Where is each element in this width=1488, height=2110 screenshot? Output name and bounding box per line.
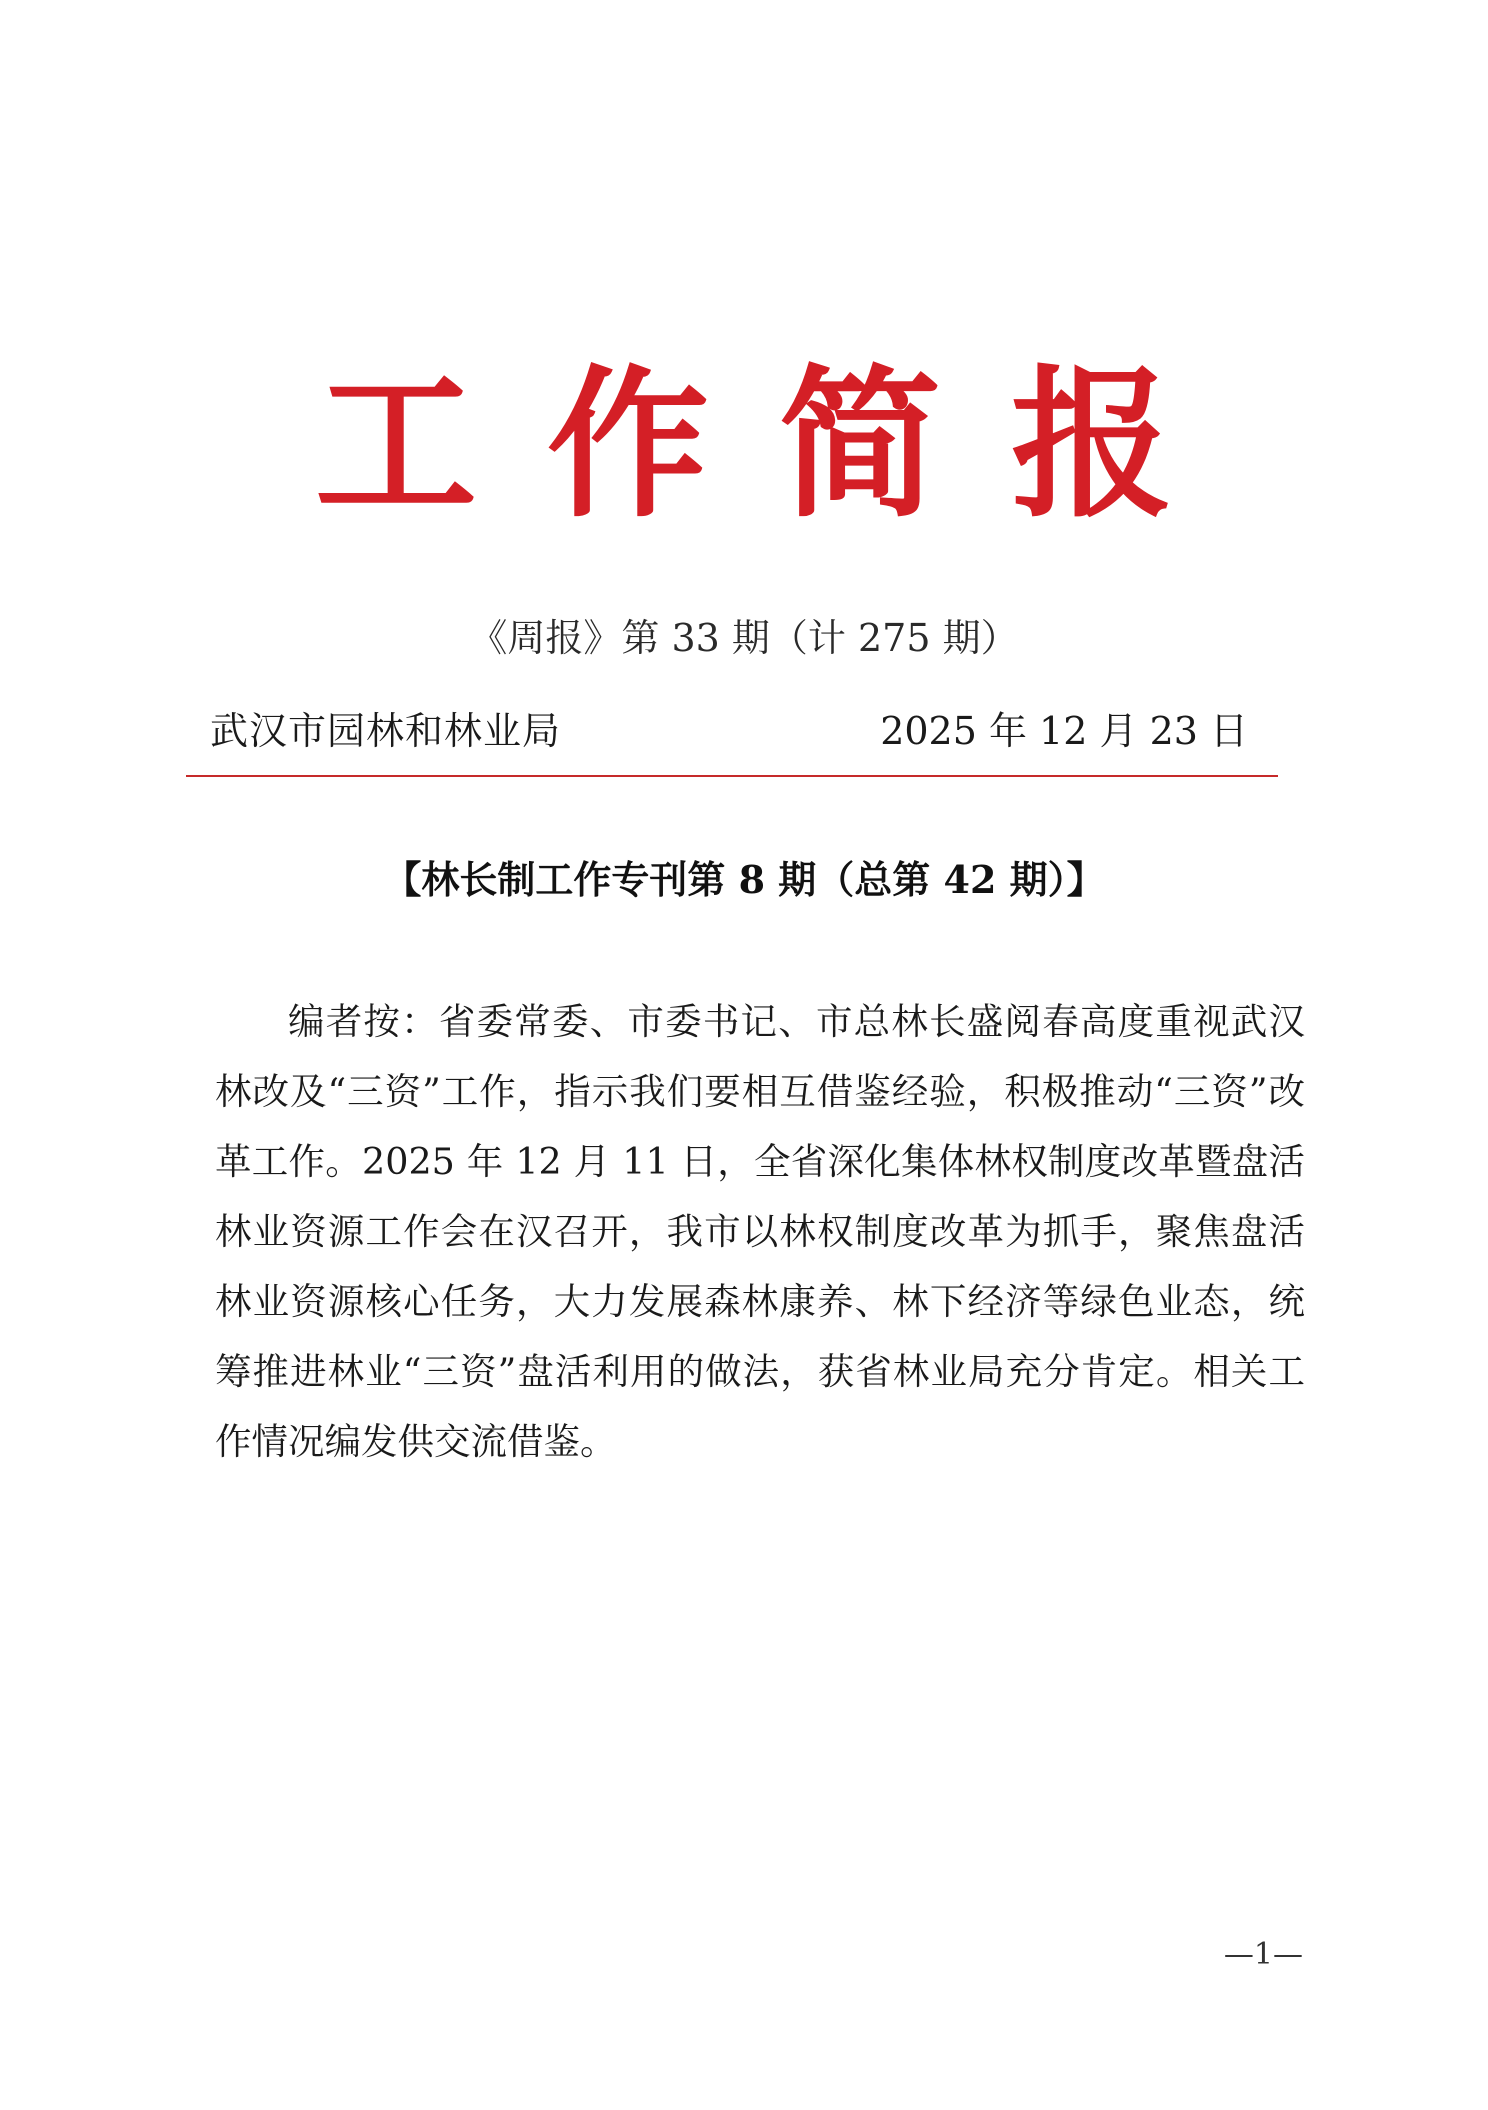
page-number: —1— [1223, 1937, 1303, 1972]
issuing-agency: 武汉市园林和林业局 [210, 709, 562, 753]
issue-date: 2025 年 12 月 23 日 [880, 709, 1248, 753]
special-issue-title: 【林长制工作专刊第 8 期（总第 42 期）】 [383, 857, 1105, 902]
masthead-title: 工作简报 [315, 350, 1243, 540]
editor-note-paragraph: 编者按：省委常委、市委书记、市总林长盛阅春高度重视武汉林改及“三资”工作，指示我们要相互借鉴经验，积极推动“三资”改革工作。2025 年 12 月 11 日，全省深化集体林权制度改革暨盘活林业资源工作会在汉召开，我市以林权制度改革为抓手，聚焦盘活林业资源核心任务，大力发展森林康养、林下经济等绿色业态，统筹推进林业“三资”盘活利用的做法，获省林业局充分肯定。相关工作情况编发供交流借鉴。 [215, 1000, 1305, 1463]
issue-number: 《周报》第 33 期（计 275 期） [469, 616, 1019, 660]
header-divider-rule [186, 775, 1278, 777]
